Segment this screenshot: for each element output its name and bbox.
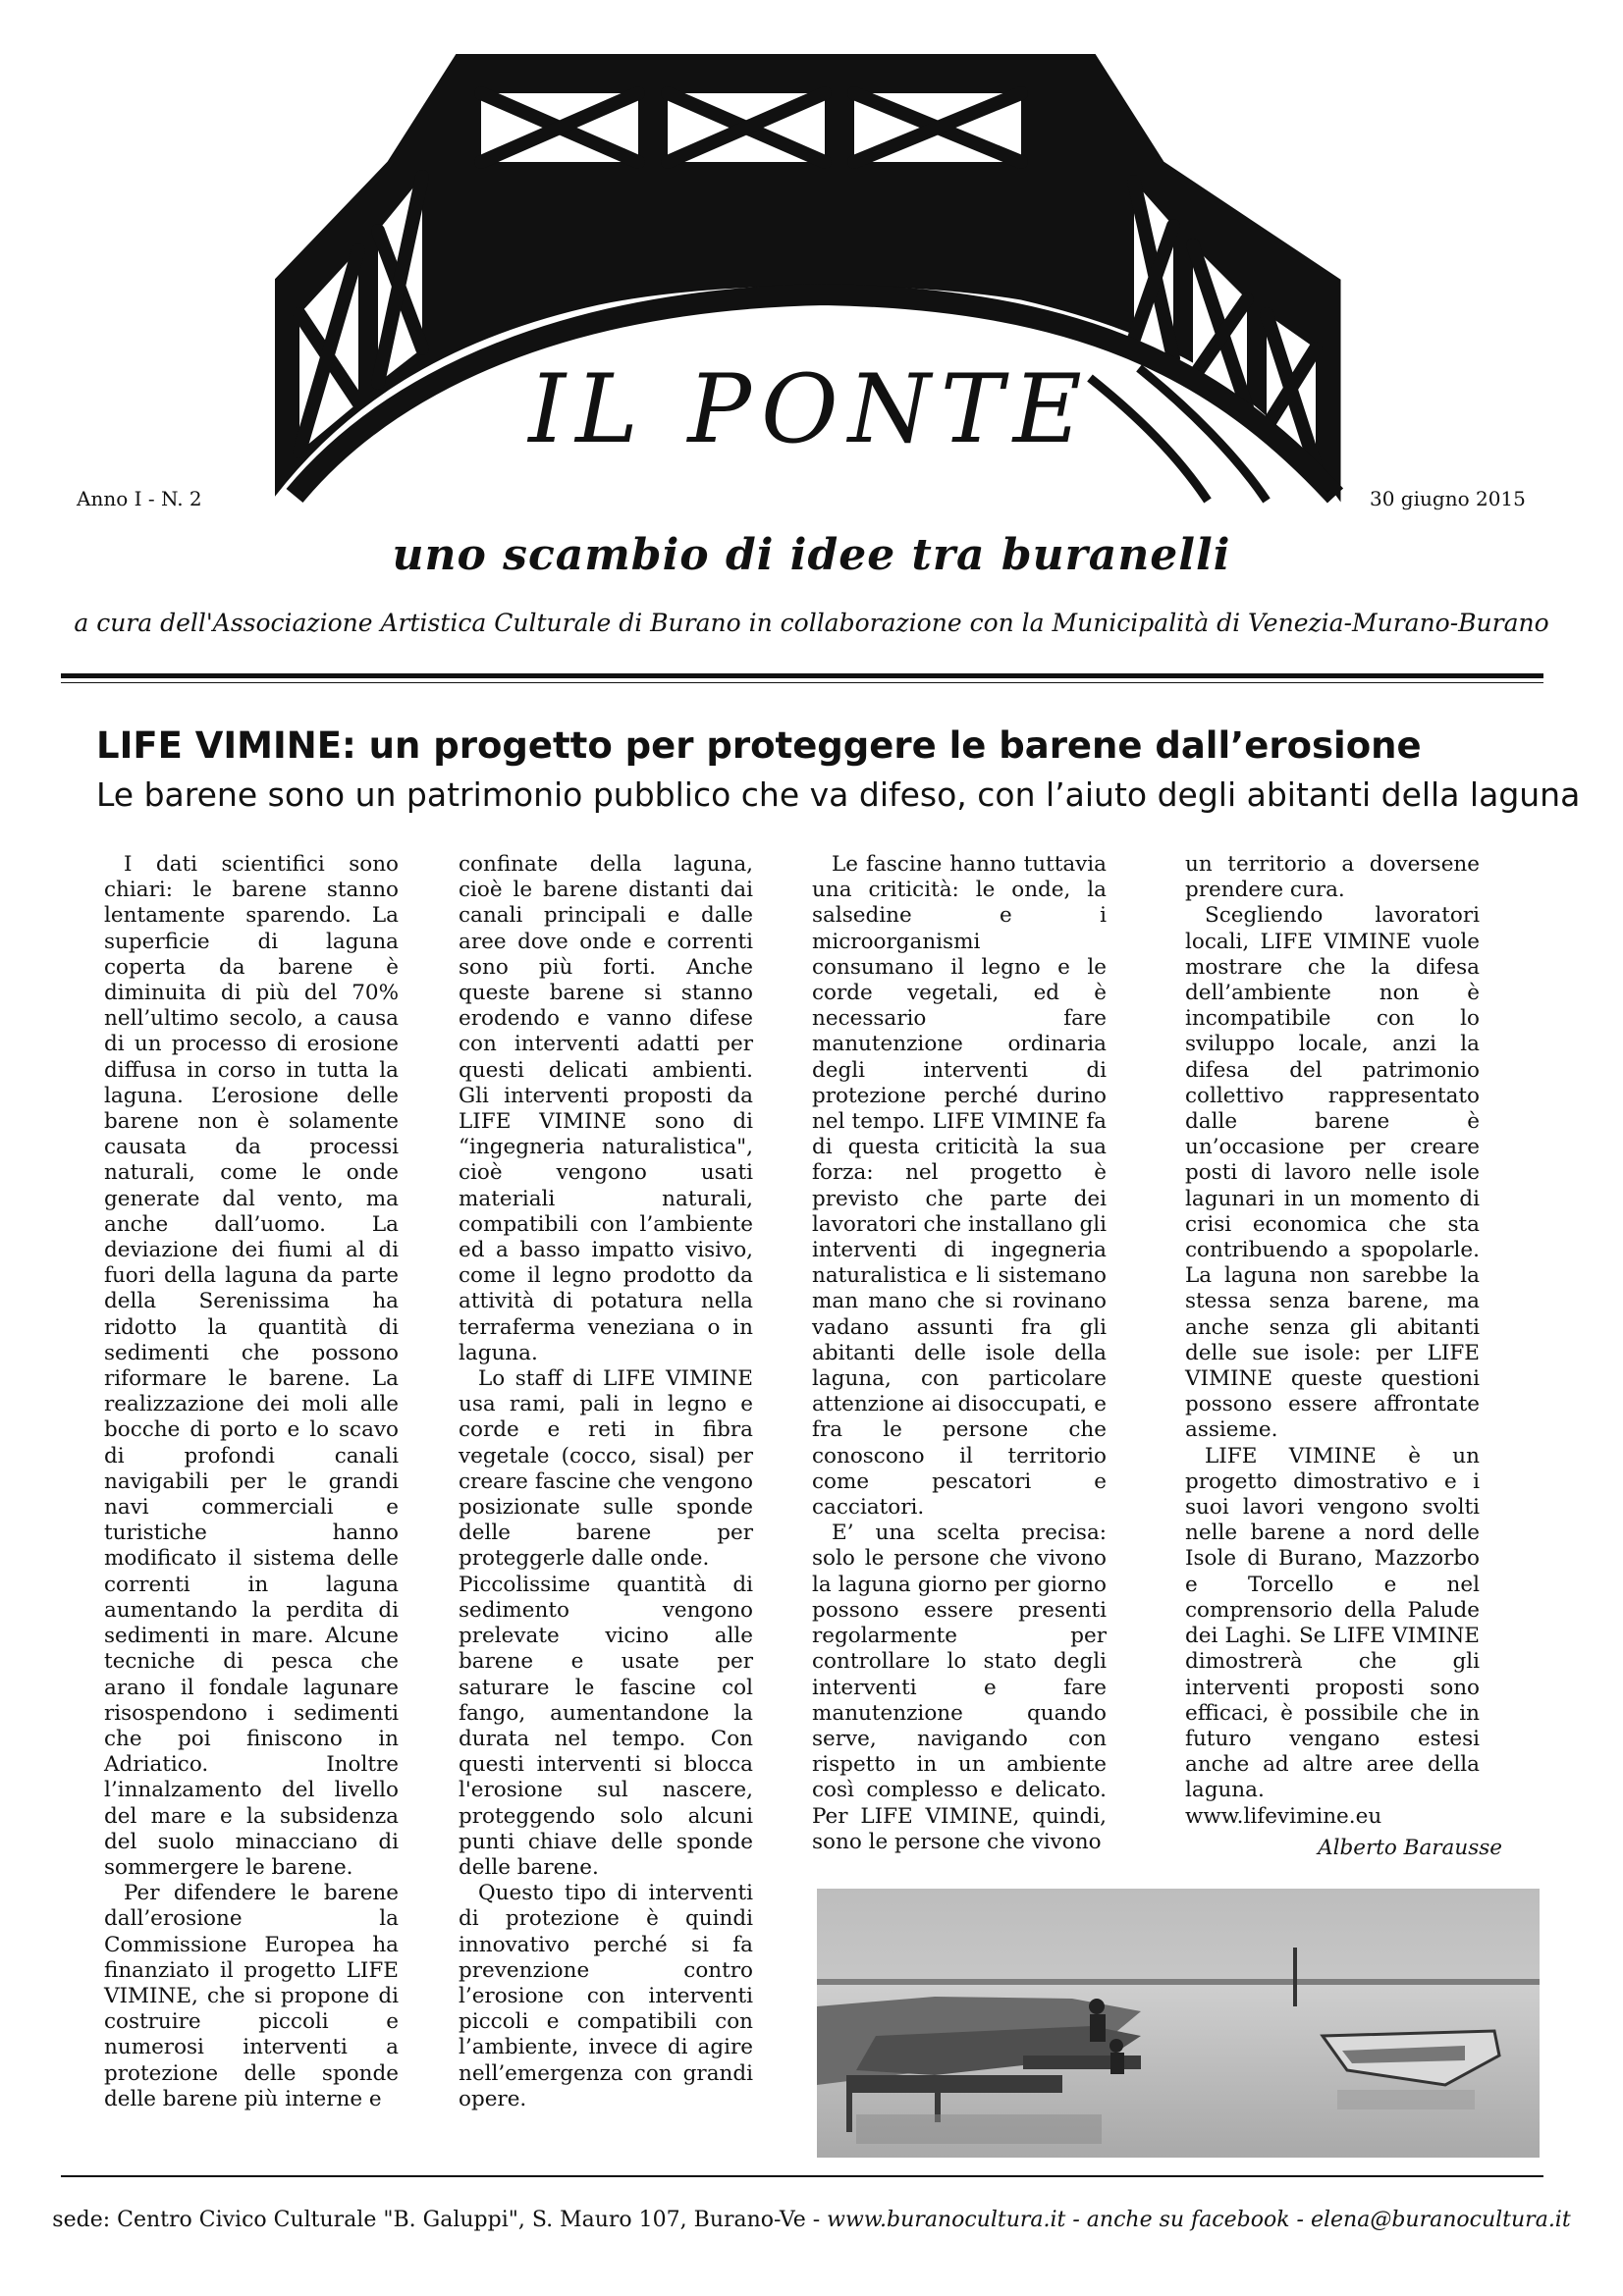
paragraph: Per difendere le barene dall’erosione la Commissione Europea ha finanziato il progetto LIFE VIMINE, che si propone di costruire piccoli e numerosi interventi a protezione delle sponde delle barene più interne e [104, 1881, 399, 2111]
paragraph: Scegliendo lavoratori locali, LIFE VIMINE vuole mostrare che la difesa dell’ambiente non è incompatibile con lo sviluppo locale, anzi la difesa del patrimonio collettivo rappresentato dalle barene è un’occasione per creare posti di lavoro nelle isole lagunari in un momento di crisi economica che sta contribuendo a spopolarle. La laguna non sarebbe la stessa senza barene, ma anche senza gli abitanti delle sue isole: per LIFE VIMINE queste questioni possono essere affrontate assieme. [1185, 903, 1480, 1443]
paragraph: un territorio a doversene prendere cura. [1185, 852, 1480, 903]
curator-line: a cura dell'Associazione Artistica Culturale di Burano in collaborazione con la Municipalità di Venezia-Murano-Burano [74, 609, 1549, 637]
article-column-4 [1185, 852, 1480, 1830]
author-signature: Alberto Barausse [1318, 1836, 1502, 1860]
divider [61, 2175, 1543, 2177]
article-column-1 [104, 852, 399, 2112]
masthead-subtitle: uno scambio di idee tra buranelli [392, 530, 1231, 580]
website-link[interactable]: www.lifevimine.eu [1185, 1803, 1382, 1829]
footer-email-link[interactable]: elena@buranocultura.it [1310, 2208, 1571, 2232]
footer-website-link[interactable]: www.buranocultura.it [827, 2208, 1066, 2232]
article-headline: LIFE VIMINE: un progetto per proteggere le barene dall’erosione [96, 724, 1422, 767]
divider [61, 673, 1543, 678]
lagoon-photo [817, 1889, 1540, 2158]
paragraph: I dati scientifici sono chiari: le barene stanno lentamente sparendo. La superficie di laguna coperta da barene è diminuita di più del 70% nell’ultimo secolo, a causa di un processo di erosione diffusa in corso in tutta la laguna. L’erosione delle barene non è solamente causata da processi naturali, come le onde generate dal vento, ma anche dall’uomo. La deviazione dei fiumi al di fuori della laguna da parte della Serenissima ha ridotto la quantità di sedimenti che possono riformare le barene. La realizzazione dei moli alle bocche di porto e lo scavo di profondi canali navigabili per le grandi navi commerciali e turistiche hanno modificato il sistema delle correnti in laguna aumentando la perdita di sedimenti in mare. Alcune tecniche di pesca che arano il fondale lagunare risospendono i sedimenti che poi finiscono in Adriatico. Inoltre l’innalzamento del livello del mare e la subsidenza del suolo minacciano di sommergere le barene. [104, 852, 399, 1880]
article-column-2 [459, 852, 753, 2112]
issue-date: 30 giugno 2015 [1370, 487, 1526, 510]
footer-separator: - anche su facebook - [1065, 2208, 1311, 2232]
paragraph: Piccolissime quantità di sedimento vengono prelevate vicino alle barene e usate per saturare le fascine col fango, aumentandone la durata nel tempo. Con questi interventi si blocca l'erosione sul nascere, proteggendo solo alcuni punti chiave delle sponde delle barene. [459, 1572, 753, 1880]
footer [0, 2208, 1623, 2232]
paragraph: E’ una scelta precisa: solo le persone che vivono la laguna giorno per giorno possono essere presenti regolarmente per controllare lo stato degli interventi e fare manutenzione quando serve, navigando con rispetto in un ambiente così complesso e delicato. Per LIFE VIMINE, quindi, sono le persone che vivono [812, 1521, 1107, 1854]
article-subheadline: Le barene sono un patrimonio pubblico che va difeso, con l’aiuto degli abitanti della laguna [96, 775, 1581, 814]
paragraph: Le fascine hanno tuttavia una criticità: le onde, la salsedine e i microorganismi consumano il legno e le corde vegetali, ed è necessario fare manutenzione ordinaria degli interventi di protezione perché durino nel tempo. LIFE VIMINE fa di questa criticità la sua forza: nel progetto è previsto che parte dei lavoratori che installano gli interventi di ingegneria naturalistica e li sistemano man mano che si rovinano vadano assunti fra gli abitanti delle isole della laguna, con particolare attenzione ai disoccupati, e fra le persone che conoscono il territorio come pescatori e cacciatori. [812, 852, 1107, 1521]
issue-number: Anno I - N. 2 [77, 487, 202, 510]
article-column-3 [812, 852, 1107, 1855]
paragraph: confinate della laguna, cioè le barene distanti dai canali principali e dalle aree dove onde e correnti sono più forti. Anche queste barene si stanno erodendo e vanno difese con interventi adatti per questi delicati ambienti. Gli interventi proposti da LIFE VIMINE sono di “ingegneria naturalistica", cioè vengono usati materiali naturali, compatibili con l’ambiente ed a basso impatto visivo, come il legno prodotto da attività di potatura nella terraferma veneziana o in laguna. [459, 852, 753, 1365]
bridge-logo [275, 54, 1355, 506]
paragraph: Lo staff di LIFE VIMINE usa rami, pali in legno e corde e reti in fibra vegetale (cocco, sisal) per creare fascine che vengono posizionate sulle sponde delle barene per proteggerle dalle onde. [459, 1366, 753, 1572]
footer-address: sede: Centro Civico Culturale "B. Galuppi", S. Mauro 107, Burano-Ve - [52, 2208, 828, 2232]
masthead-title: IL PONTE [528, 354, 1092, 464]
divider [61, 682, 1543, 683]
paragraph: LIFE VIMINE è un progetto dimostrativo e i suoi lavori vengono svolti nelle barene a nord delle Isole di Burano, Mazzorbo e Torcello e nel comprensorio della Palude dei Laghi. Se LIFE VIMINE dimostrerà che gli interventi proposti sono efficaci, è possibile che in futuro vengano estesi anche ad altre aree della laguna. [1185, 1443, 1480, 1803]
paragraph: Questo tipo di interventi di protezione è quindi innovativo perché si fa prevenzione contro l’erosione con interventi piccoli e compatibili con l’ambiente, invece di agire nell’emergenza con grandi opere. [459, 1881, 753, 2111]
